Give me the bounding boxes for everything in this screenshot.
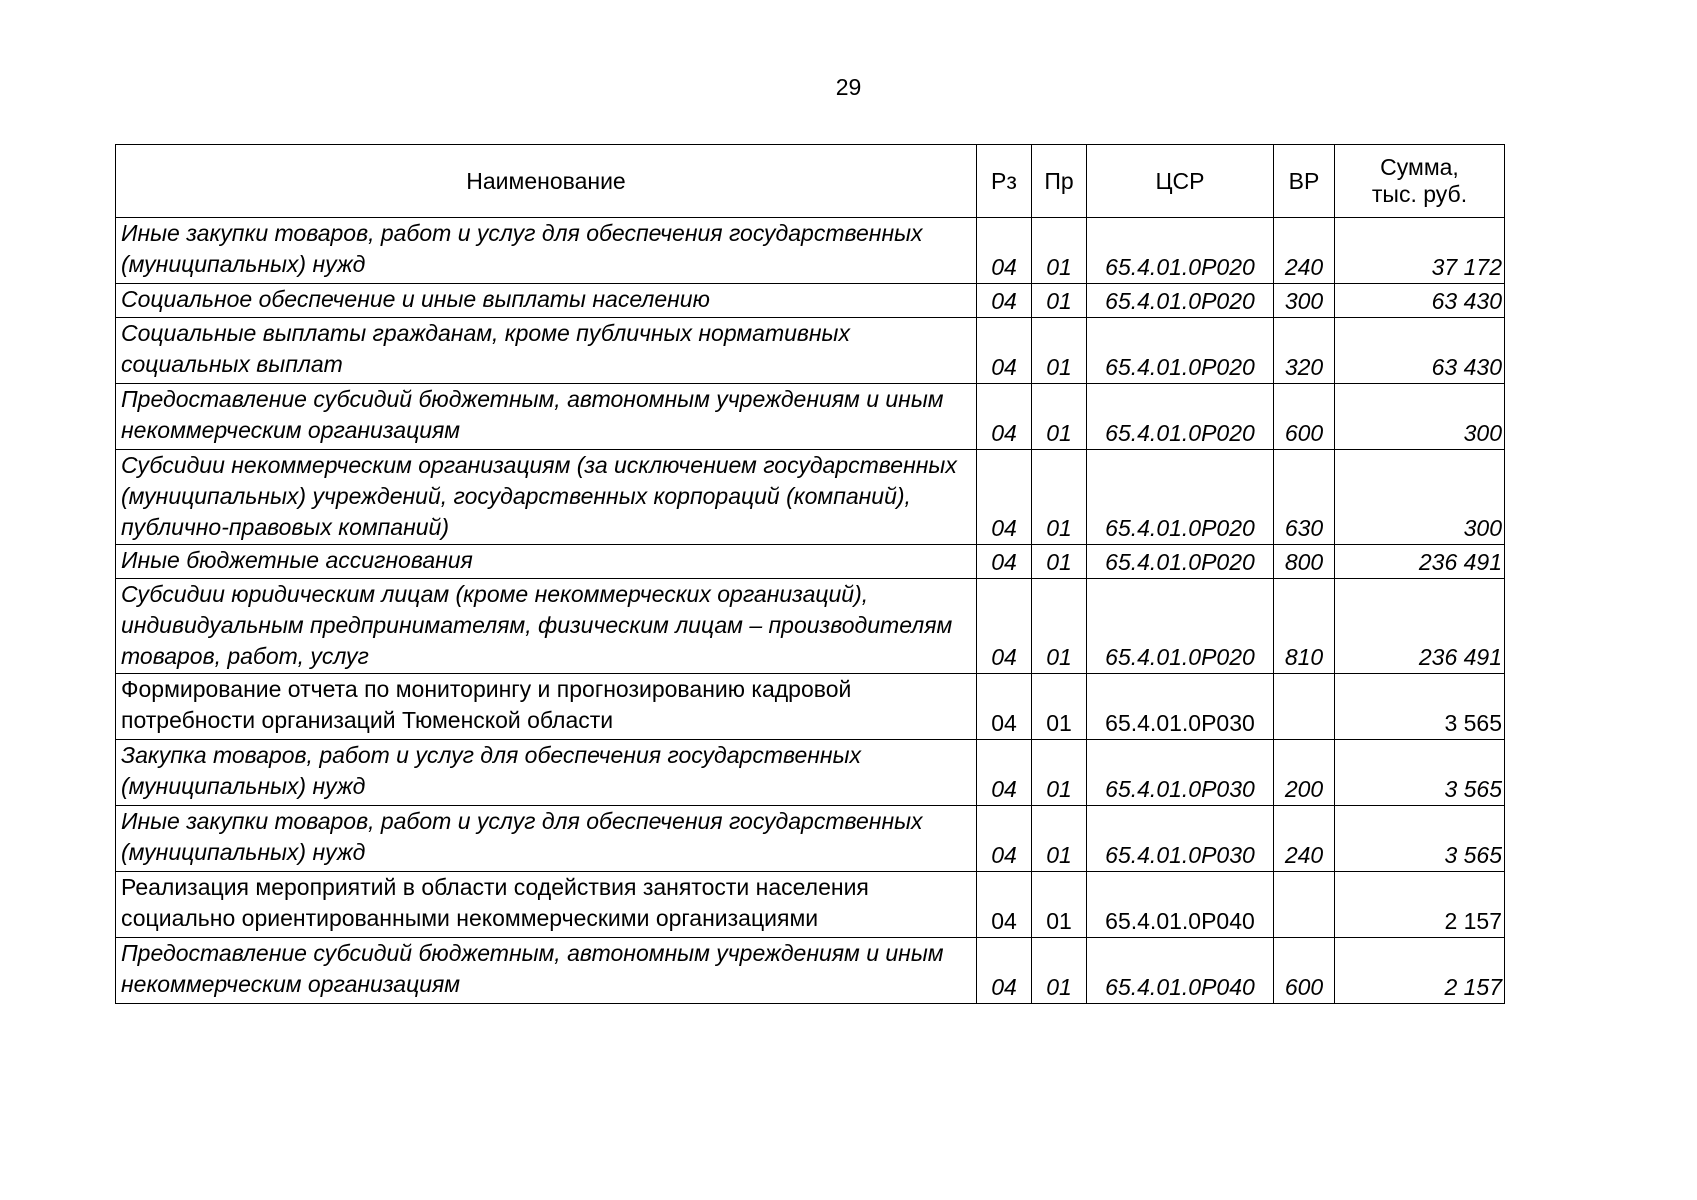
row-vr: 300 [1274, 284, 1335, 318]
row-sum: 2 157 [1335, 872, 1505, 938]
header-pr: Пр [1032, 145, 1087, 218]
row-pr: 01 [1032, 938, 1087, 1004]
row-rz: 04 [977, 384, 1032, 450]
row-csr: 65.4.01.0Р030 [1087, 806, 1274, 872]
row-pr: 01 [1032, 450, 1087, 545]
row-name: Иные бюджетные ассигнования [116, 545, 977, 579]
row-name: Социальные выплаты гражданам, кроме публичных нормативных социальных выплат [116, 318, 977, 384]
row-pr: 01 [1032, 284, 1087, 318]
row-csr: 65.4.01.0Р020 [1087, 218, 1274, 284]
row-pr: 01 [1032, 318, 1087, 384]
row-name: Иные закупки товаров, работ и услуг для обеспечения государственных (муниципальных) нужд [116, 218, 977, 284]
row-sum: 3 565 [1335, 806, 1505, 872]
row-csr: 65.4.01.0Р020 [1087, 284, 1274, 318]
row-pr: 01 [1032, 218, 1087, 284]
row-rz: 04 [977, 872, 1032, 938]
row-name: Иные закупки товаров, работ и услуг для обеспечения государственных (муниципальных) нужд [116, 806, 977, 872]
row-sum: 63 430 [1335, 318, 1505, 384]
row-rz: 04 [977, 450, 1032, 545]
row-name: Социальное обеспечение и иные выплаты населению [116, 284, 977, 318]
table-row [116, 938, 1505, 1004]
header-rz: Рз [977, 145, 1032, 218]
budget-table [115, 144, 1505, 1004]
row-vr [1274, 872, 1335, 938]
row-vr: 810 [1274, 579, 1335, 674]
table-row [116, 284, 1505, 318]
row-vr: 240 [1274, 218, 1335, 284]
row-vr: 200 [1274, 740, 1335, 806]
row-vr: 630 [1274, 450, 1335, 545]
header-sum-line2: тыс. руб. [1371, 181, 1468, 207]
row-pr: 01 [1032, 545, 1087, 579]
row-csr: 65.4.01.0Р040 [1087, 872, 1274, 938]
header-sum [1335, 145, 1505, 218]
row-csr: 65.4.01.0Р020 [1087, 545, 1274, 579]
row-pr: 01 [1032, 872, 1087, 938]
row-vr: 240 [1274, 806, 1335, 872]
header-vr: ВР [1274, 145, 1335, 218]
row-sum: 300 [1335, 450, 1505, 545]
row-name: Формирование отчета по мониторингу и прогнозированию кадровой потребности организаций Тюменской области [116, 674, 977, 740]
table-row [116, 450, 1505, 545]
row-csr: 65.4.01.0Р030 [1087, 740, 1274, 806]
table-row [116, 218, 1505, 284]
row-vr: 600 [1274, 938, 1335, 1004]
row-rz: 04 [977, 579, 1032, 674]
row-vr: 320 [1274, 318, 1335, 384]
row-rz: 04 [977, 674, 1032, 740]
row-csr: 65.4.01.0Р020 [1087, 384, 1274, 450]
row-sum: 236 491 [1335, 579, 1505, 674]
table-row [116, 545, 1505, 579]
row-rz: 04 [977, 284, 1032, 318]
table-row [116, 318, 1505, 384]
header-name: Наименование [116, 145, 977, 218]
row-vr: 800 [1274, 545, 1335, 579]
row-sum: 63 430 [1335, 284, 1505, 318]
row-pr: 01 [1032, 674, 1087, 740]
row-name: Субсидии некоммерческим организациям (за исключением государственных (муниципальных) учреждений, государственных корпораций (компаний), публично-правовых компаний) [116, 450, 977, 545]
row-name: Закупка товаров, работ и услуг для обеспечения государственных (муниципальных) нужд [116, 740, 977, 806]
row-sum: 300 [1335, 384, 1505, 450]
row-sum: 3 565 [1335, 674, 1505, 740]
row-rz: 04 [977, 218, 1032, 284]
row-csr: 65.4.01.0Р040 [1087, 938, 1274, 1004]
row-name: Реализация мероприятий в области содействия занятости населения социально ориентированными некоммерческими организациями [116, 872, 977, 938]
table-row [116, 806, 1505, 872]
row-pr: 01 [1032, 806, 1087, 872]
table-row [116, 740, 1505, 806]
row-rz: 04 [977, 806, 1032, 872]
row-rz: 04 [977, 318, 1032, 384]
row-pr: 01 [1032, 740, 1087, 806]
row-csr: 65.4.01.0Р020 [1087, 318, 1274, 384]
header-sum-line1: Сумма, [1380, 154, 1459, 180]
table-row [116, 579, 1505, 674]
table-row [116, 872, 1505, 938]
row-name: Предоставление субсидий бюджетным, автономным учреждениям и иным некоммерческим организациям [116, 938, 977, 1004]
row-sum: 3 565 [1335, 740, 1505, 806]
row-rz: 04 [977, 938, 1032, 1004]
row-sum: 37 172 [1335, 218, 1505, 284]
header-csr: ЦСР [1087, 145, 1274, 218]
page-number: 29 [835, 74, 862, 100]
row-sum: 2 157 [1335, 938, 1505, 1004]
row-name: Предоставление субсидий бюджетным, автономным учреждениям и иным некоммерческим организациям [116, 384, 977, 450]
row-csr: 65.4.01.0Р030 [1087, 674, 1274, 740]
row-pr: 01 [1032, 384, 1087, 450]
row-name: Субсидии юридическим лицам (кроме некоммерческих организаций), индивидуальным предпринимателям, физическим лицам – производителям товаров, работ, услуг [116, 579, 977, 674]
table-row [116, 384, 1505, 450]
table-row [116, 674, 1505, 740]
row-csr: 65.4.01.0Р020 [1087, 579, 1274, 674]
row-rz: 04 [977, 545, 1032, 579]
table-header-row [116, 145, 1505, 218]
row-pr: 01 [1032, 579, 1087, 674]
row-vr: 600 [1274, 384, 1335, 450]
row-sum: 236 491 [1335, 545, 1505, 579]
row-rz: 04 [977, 740, 1032, 806]
row-vr [1274, 674, 1335, 740]
row-csr: 65.4.01.0Р020 [1087, 450, 1274, 545]
